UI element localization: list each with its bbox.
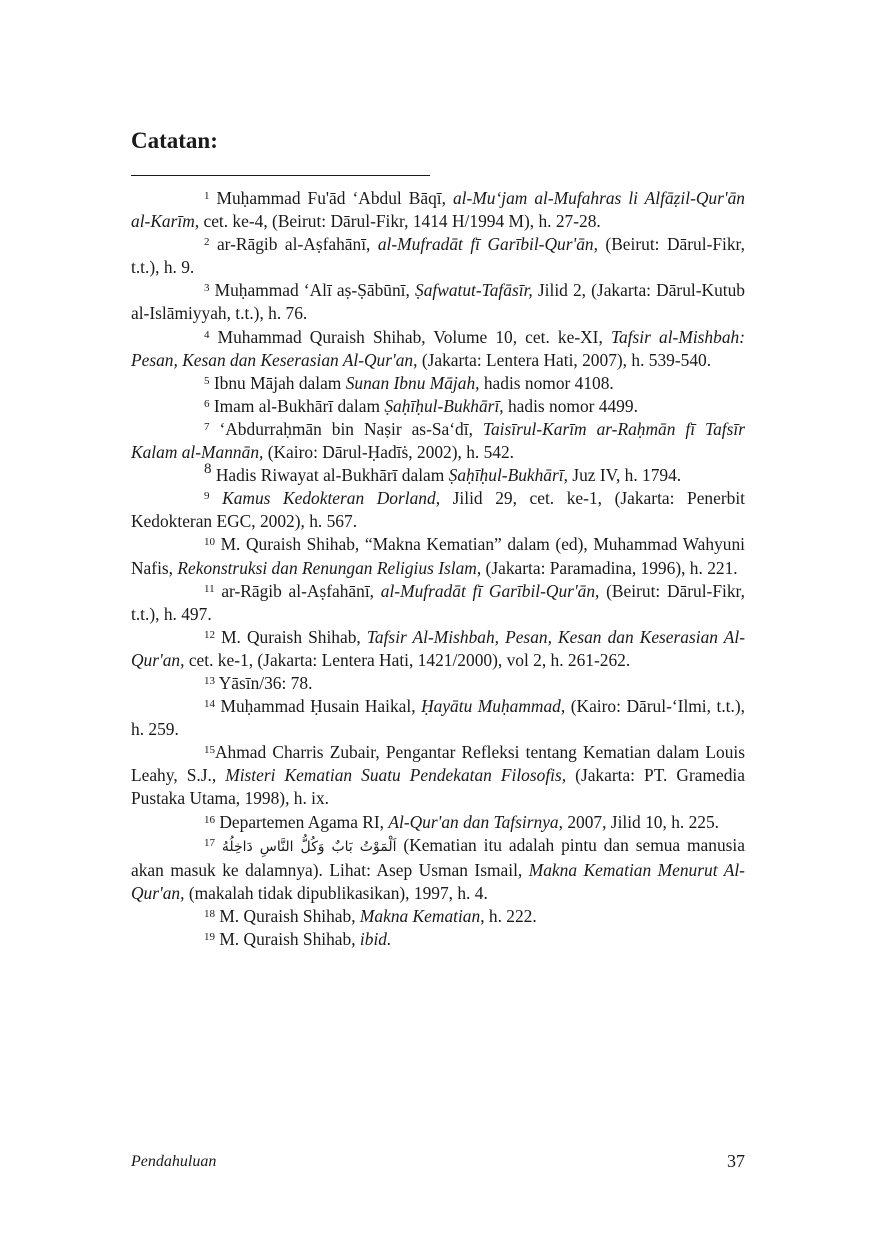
footnote-4: $^4$ Muhammad Quraish Shihab, Volume 10, cet. ke-XI, Tafsir al-Mishbah: Pesan, Kesan dan Keserasian Al-Qur'an, (Jakarta: Lentera Hati, 2007), h. 539-540. [131,326,746,370]
footnote-number: 15 [204,744,215,757]
footnote-9: $^9$ Kamus Kedokteran Dorland, Jilid 29, cet. ke-1, (Jakarta: Penerbit Kedokteran EGC, 2002), h. 567. [131,488,745,532]
arabic-quote: اَلْمَوْتُ بَابٌ وَكُلُّ النَّاسِ دَاخِلُهُ [221,838,397,855]
footnote-number: 8 [204,460,212,477]
footnote-16: $^{16}$ Departemen Agama RI, Al-Qur'an dan Tafsirnya, 2007, Jilid 10, h. 225. [204,811,720,832]
footnote-divider [131,175,430,176]
footnote-number: 3 [204,282,210,295]
footnote-6: $^6$ Imam al-Bukhārī dalam Ṣaḥīḥul-Bukhārī, hadis nomor 4499. [204,395,638,416]
footnote-15: $^{15}$Ahmad Charris Zubair, Pengantar Refleksi tentang Kematian dalam Louis Leahy, S.J., Misteri Kematian Suatu Pendekatan Filosofis, (Jakarta: PT. Gramedia Pustaka Utama, 1998), h. ix. [131,742,745,809]
footnote-number: 12 [204,628,215,641]
footnote-5: $^5$ Ibnu Mājah dalam Sunan Ibnu Mājah, hadis nomor 4108. [204,372,614,393]
footnote-19: $^{19}$ M. Quraish Shihab, ibid. [204,929,392,949]
footnote-1: $^1$ Muḥammad Fu'ād ‘Abdul Bāqī, al-Mu‘jam al-Mufahras li Alfāẓil-Qur'ān al-Karīm, cet. ke-4, (Beirut: Dārul-Fikr, 1414 H/1994 M), h. 27-28. [131,188,746,232]
footnote-number: 13 [204,675,215,688]
footnote-7: $^7$ ‘Abdurraḥmān bin Naṣir as-Sa‘dī, Taisīrul-Karīm ar-Raḥmān fī Tafsīr Kalam al-Mannān, (Kairo: Dārul-Ḥadīṡ, 2002), h. 542. [131,418,745,463]
footnote-10: $^{10}$ M. Quraish Shihab, “Makna Kematian” dalam (ed), Muhammad Wahyuni Nafis, Rekonstruksi dan Renungan Religius Islam, (Jakarta: Paramadina, 1996), h. 221. [131,534,745,578]
footnote-number: 10 [204,536,215,549]
footnote-number: 14 [204,698,215,711]
footnote-number: 7 [204,421,210,433]
page-number: 37 [727,1151,745,1171]
footnote-number: 17 [204,836,215,849]
footnote-13: $^{13}$ Yāsīn/36: 78. [204,672,313,693]
footnote-number: 1 [204,190,210,203]
footnote-number: 4 [204,328,210,341]
running-footer-section: Pendahuluan [131,1153,217,1170]
footnote-number: 19 [204,931,215,944]
footnote-number: 9 [204,490,210,503]
footnote-3: $^3$ Muḥammad ‘Alī aṣ-Ṣābūnī, Ṣafwatut-Tafāsīr, Jilid 2, (Jakarta: Dārul-Kutub al-Islāmiyyah, t.t.), h. 76. [131,280,745,324]
footnote-number: 6 [204,397,210,410]
footnote-number: 5 [204,374,210,387]
footnote-14: $^{14}$ Muḥammad Ḥusain Haikal, Ḥayātu Muḥammad, (Kairo: Dārul-‘Ilmi, t.t.), h. 259. [131,696,745,740]
footnote-number: 18 [204,907,215,920]
footnote-12: $^{12}$ M. Quraish Shihab, Tafsir Al-Mishbah, Pesan, Kesan dan Keserasian Al-Qur'an, cet. ke-1, (Jakarta: Lentera Hati, 1421/2000), vol 2, h. 261-262. [131,626,745,670]
footnote-17: $^{17}$ اَلْمَوْتُ بَابٌ وَكُلُّ النَّاسِ دَاخِلُهُ (Kematian itu adalah pintu dan semua manusia akan masuk ke dalamnya). Lihat: Asep Usman Ismail, Makna Kematian Menurut Al-Qur'an, (makalah tidak dipublikasikan), 1997, h. 4. [131,834,745,903]
footnote-2: $^2$ ar-Rāgib al-Aṣfahānī, al-Mufradāt fī Garībil-Qur'ān, (Beirut: Dārul-Fikr, t.t.), h. 9. [131,234,745,278]
footnote-number: 2 [204,236,210,249]
footnote-11: $^{11}$ ar-Rāgib al-Aṣfahānī, al-Mufradāt fī Garībil-Qur'ān, (Beirut: Dārul-Fikr, t.t.), h. 497. [131,580,745,624]
footnotes-list [131,187,745,951]
footnote-18: $^{18}$ M. Quraish Shihab, Makna Kematian, h. 222. [204,905,537,926]
notes-heading: Catatan: [131,128,218,153]
footnote-number: 16 [204,813,215,826]
footnote-8: $^8$ Hadis Riwayat al-Bukhārī dalam Ṣaḥīḥul-Bukhārī, Juz IV, h. 1794. [204,460,682,486]
footnote-number: 11 [204,582,215,595]
